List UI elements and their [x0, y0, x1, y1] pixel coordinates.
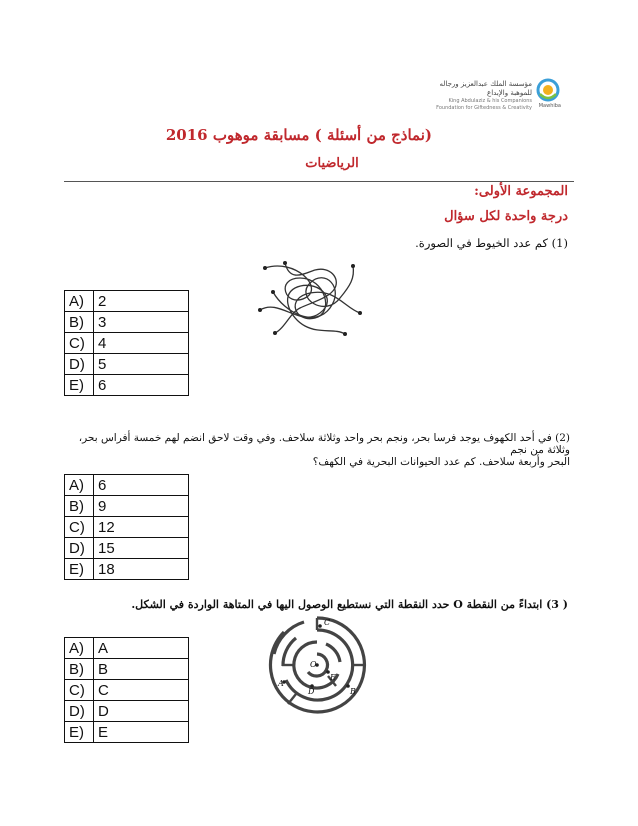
answer-key: E) — [65, 722, 94, 743]
answer-key: A) — [65, 638, 94, 659]
answer-value: 6 — [94, 375, 189, 396]
answer-row[interactable] — [65, 496, 189, 517]
answer-value: D — [94, 701, 189, 722]
answer-value: C — [94, 680, 189, 701]
answer-value: 5 — [94, 354, 189, 375]
answer-value: 3 — [94, 312, 189, 333]
answer-key: C) — [65, 680, 94, 701]
answer-row[interactable] — [65, 680, 189, 701]
answer-row[interactable] — [65, 291, 189, 312]
maze-label-c: C — [324, 618, 331, 627]
maze-label-d: D — [308, 687, 315, 696]
question-2-line-2: البحر وأربعة سلاحف. كم عدد الحيوانات البحرية في الكهف؟ — [312, 456, 570, 468]
maze-figure — [266, 614, 368, 716]
answer-row[interactable] — [65, 333, 189, 354]
answer-key: A) — [65, 475, 94, 496]
mawhiba-logo-icon — [536, 78, 560, 102]
answer-row[interactable] — [65, 517, 189, 538]
answer-row[interactable] — [65, 538, 189, 559]
page-title: (نماذج من أسئلة ) مسابقة موهوب 2016 — [165, 126, 432, 144]
answer-value: A — [94, 638, 189, 659]
foundation-name-ar: مؤسسة الملك عبدالعزيز ورجاله للموهبة والإبداع — [439, 80, 532, 97]
answer-value: 18 — [94, 559, 189, 580]
grade-note: درجة واحدة لكل سؤال — [444, 209, 568, 224]
question-2-line-1: (2) في أحد الكهوف يوجد فرسا بحر، ونجم بحر واحد وثلاثة سلاحف. وفي وقت لاحق انضم لهم خمسة أفراس بحر، وثلاثة من نجم — [78, 432, 570, 456]
divider — [64, 181, 574, 182]
question-3-answers — [64, 637, 189, 743]
answer-row[interactable] — [65, 638, 189, 659]
answer-row[interactable] — [65, 312, 189, 333]
answer-value: B — [94, 659, 189, 680]
answer-value: 6 — [94, 475, 189, 496]
answer-row[interactable] — [65, 475, 189, 496]
answer-key: E) — [65, 375, 94, 396]
group-heading: المجموعة الأولى: — [474, 184, 568, 199]
answer-key: E) — [65, 559, 94, 580]
answer-value: 15 — [94, 538, 189, 559]
answer-key: D) — [65, 701, 94, 722]
answer-value: E — [94, 722, 189, 743]
brand-name: Mawhiba — [538, 103, 561, 109]
maze-label-b: B — [350, 687, 356, 696]
maze-label-o: O — [310, 660, 317, 669]
answer-row[interactable] — [65, 722, 189, 743]
foundation-name-en: King Abdulaziz & his Companions Foundation for Giftedness & Creativity — [436, 98, 532, 111]
answer-value: 12 — [94, 517, 189, 538]
answer-row[interactable] — [65, 559, 189, 580]
question-1-answers — [64, 290, 189, 396]
foundation-name — [422, 80, 532, 112]
answer-key: C) — [65, 517, 94, 538]
question-3-text: ( 3) ابتداءً من النقطة O حدد النقطة التي نستطيع الوصول اليها في المتاهة الواردة في الشكل. — [131, 598, 568, 611]
question-2-answers — [64, 474, 189, 580]
tangled-threads-figure — [255, 258, 370, 340]
answer-row[interactable] — [65, 701, 189, 722]
answer-key: A) — [65, 291, 94, 312]
answer-value: 4 — [94, 333, 189, 354]
answer-key: D) — [65, 538, 94, 559]
answer-key: C) — [65, 333, 94, 354]
question-1-text: (1) كم عدد الخيوط في الصورة. — [415, 236, 568, 250]
maze-label-a: A — [278, 679, 284, 688]
answer-key: B) — [65, 659, 94, 680]
answer-row[interactable] — [65, 354, 189, 375]
answer-row[interactable] — [65, 375, 189, 396]
answer-value: 9 — [94, 496, 189, 517]
subject-title: الرياضيات — [305, 156, 359, 171]
answer-value: 2 — [94, 291, 189, 312]
foundation-logo — [420, 78, 570, 112]
maze-label-e: E — [330, 673, 336, 682]
answer-row[interactable] — [65, 659, 189, 680]
answer-key: D) — [65, 354, 94, 375]
answer-key: B) — [65, 312, 94, 333]
answer-key: B) — [65, 496, 94, 517]
